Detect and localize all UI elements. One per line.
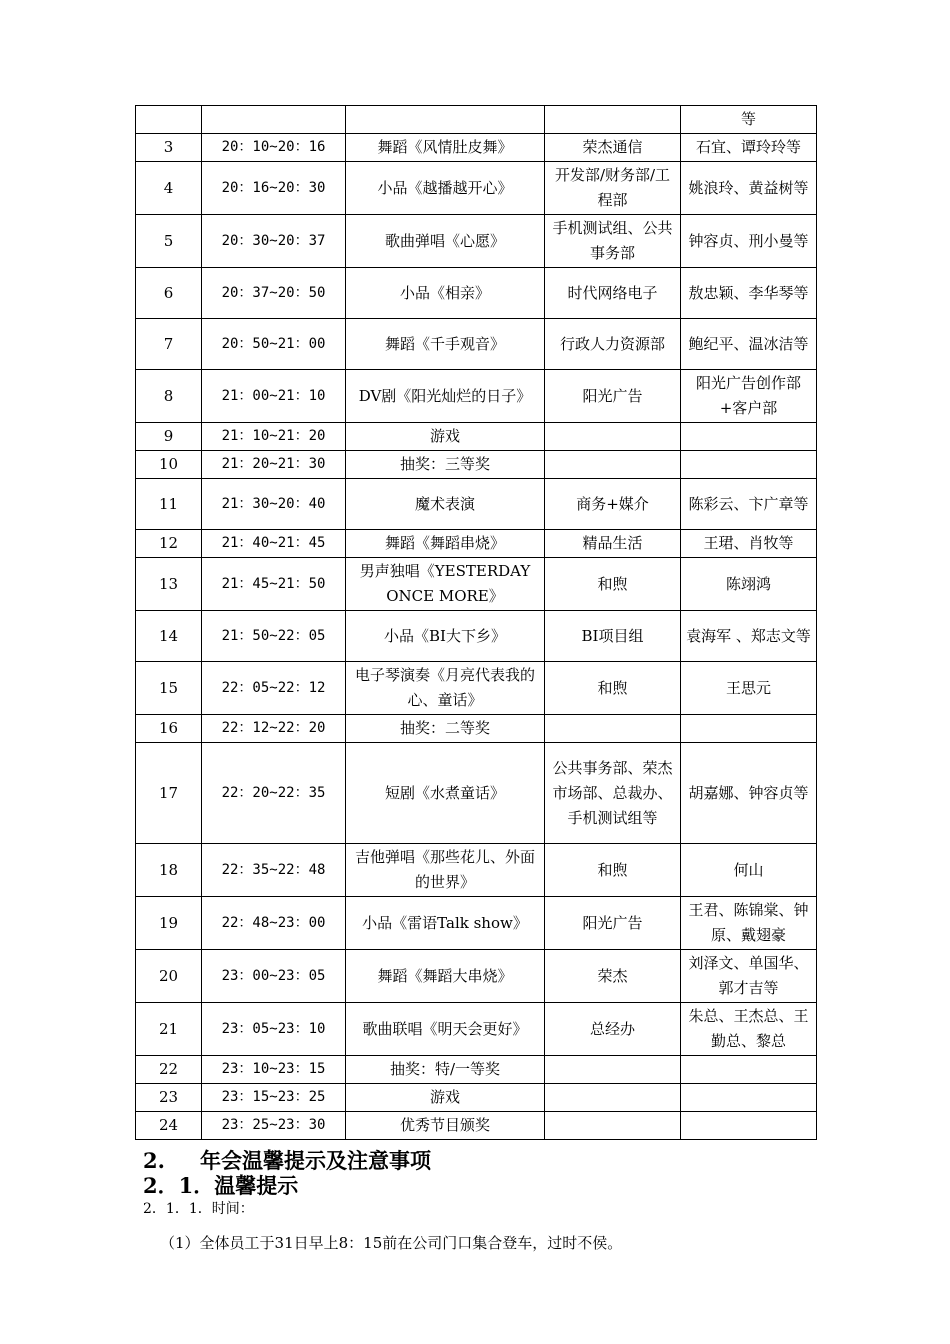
table-row [136, 897, 817, 950]
cell-performers: 王思元 [681, 662, 817, 715]
table-row [136, 423, 817, 451]
cell-program: 小品《雷语Talk show》 [346, 897, 545, 950]
table-row [136, 558, 817, 611]
cell-no: 24 [136, 1112, 202, 1140]
cell-time: 22：05~22：12 [202, 662, 346, 715]
cell-performers: 朱总、王杰总、王勤总、黎总 [681, 1003, 817, 1056]
cell-program: 魔术表演 [346, 479, 545, 530]
cell-program: 小品《相亲》 [346, 268, 545, 319]
cell-no: 23 [136, 1084, 202, 1112]
cell-program: 舞蹈《舞蹈大串烧》 [346, 950, 545, 1003]
cell-program: 男声独唱《YESTERDAY ONCE MORE》 [346, 558, 545, 611]
table-row [136, 662, 817, 715]
cell-time: 22：20~22：35 [202, 743, 346, 844]
cell-department: BI项目组 [545, 611, 681, 662]
cell-time: 22：35~22：48 [202, 844, 346, 897]
cell-performers: 胡嘉娜、钟容贞等 [681, 743, 817, 844]
cell-no: 15 [136, 662, 202, 715]
cell-performers: 何山 [681, 844, 817, 897]
cell-performers: 王珺、肖牧等 [681, 530, 817, 558]
cell-performers: 袁海军 、郑志文等 [681, 611, 817, 662]
cell-program: 舞蹈《舞蹈串烧》 [346, 530, 545, 558]
table-row [136, 215, 817, 268]
cell-program: 小品《越播越开心》 [346, 162, 545, 215]
cell-no: 22 [136, 1056, 202, 1084]
cell-program: 舞蹈《风情肚皮舞》 [346, 134, 545, 162]
cell-program: 歌曲联唱《明天会更好》 [346, 1003, 545, 1056]
cell-program: DV剧《阳光灿烂的日子》 [346, 370, 545, 423]
cell-no: 7 [136, 319, 202, 370]
cell-department: 行政人力资源部 [545, 319, 681, 370]
cell-program: 游戏 [346, 423, 545, 451]
program-table-body [136, 106, 817, 1140]
cell-time: 23：10~23：15 [202, 1056, 346, 1084]
cell-program: 抽奖：特/一等奖 [346, 1056, 545, 1084]
cell-time: 21：40~21：45 [202, 530, 346, 558]
cell-performers [681, 1056, 817, 1084]
cell-performers [681, 1084, 817, 1112]
cell-no: 12 [136, 530, 202, 558]
cell-performers: 刘泽文、单国华、郭才吉等 [681, 950, 817, 1003]
table-row [136, 479, 817, 530]
cell-no: 5 [136, 215, 202, 268]
cell-time: 21：50~22：05 [202, 611, 346, 662]
cell-time: 23：25~23：30 [202, 1112, 346, 1140]
table-row [136, 1056, 817, 1084]
cell-time: 23：15~23：25 [202, 1084, 346, 1112]
cell-performers: 阳光广告创作部+客户部 [681, 370, 817, 423]
cell-time: 21：10~21：20 [202, 423, 346, 451]
cell-performers [681, 423, 817, 451]
cell-program: 优秀节目颁奖 [346, 1112, 545, 1140]
table-row [136, 1112, 817, 1140]
cell-department: 阳光广告 [545, 370, 681, 423]
cell-time: 20：37~20：50 [202, 268, 346, 319]
table-row [136, 162, 817, 215]
cell-performers: 陈翊鸿 [681, 558, 817, 611]
table-row [136, 134, 817, 162]
cell-time: 22：12~22：20 [202, 715, 346, 743]
cell-department: 荣杰 [545, 950, 681, 1003]
cell-department: 时代网络电子 [545, 268, 681, 319]
cell-program: 歌曲弹唱《心愿》 [346, 215, 545, 268]
section-2-title: 年会温馨提示及注意事项 [200, 1148, 431, 1173]
cell-performers: 钟容贞、刑小曼等 [681, 215, 817, 268]
cell-no: 13 [136, 558, 202, 611]
cell-time: 20：10~20：16 [202, 134, 346, 162]
cell-no: 4 [136, 162, 202, 215]
cell-time: 20：16~20：30 [202, 162, 346, 215]
cell-department: 总经办 [545, 1003, 681, 1056]
cell-no: 18 [136, 844, 202, 897]
cell-no: 11 [136, 479, 202, 530]
cell-no: 14 [136, 611, 202, 662]
cell-program: 短剧《水煮童话》 [346, 743, 545, 844]
cell-performers: 鲍纪平、温冰洁等 [681, 319, 817, 370]
table-row [136, 530, 817, 558]
table-row [136, 743, 817, 844]
cell-no: 16 [136, 715, 202, 743]
cell-time: 20：50~21：00 [202, 319, 346, 370]
cell-no: 17 [136, 743, 202, 844]
cell-time: 22：48~23：00 [202, 897, 346, 950]
cell-department [545, 1084, 681, 1112]
table-row [136, 611, 817, 662]
table-row [136, 844, 817, 897]
cell-department [545, 1056, 681, 1084]
cell-performers: 等 [681, 106, 817, 134]
cell-program: 抽奖：二等奖 [346, 715, 545, 743]
section-2-number: 2. [143, 1148, 165, 1173]
cell-program [346, 106, 545, 134]
cell-department: 公共事务部、荣杰市场部、总裁办、手机测试组等 [545, 743, 681, 844]
cell-time: 21：00~21：10 [202, 370, 346, 423]
cell-no: 9 [136, 423, 202, 451]
table-row [136, 370, 817, 423]
cell-no: 8 [136, 370, 202, 423]
cell-department [545, 451, 681, 479]
section-2-1-1-heading: 2．1．1．时间： [143, 1201, 254, 1217]
cell-performers: 石宜、谭玲玲等 [681, 134, 817, 162]
cell-department: 和煦 [545, 844, 681, 897]
cell-department: 精品生活 [545, 530, 681, 558]
cell-department: 和煦 [545, 662, 681, 715]
assembly-time-paragraph: （1）全体员工于31日早上8：15前在公司门口集合登车，过时不侯。 [160, 1234, 623, 1252]
cell-program: 吉他弹唱《那些花儿、外面的世界》 [346, 844, 545, 897]
cell-department: 荣杰通信 [545, 134, 681, 162]
cell-department [545, 1112, 681, 1140]
cell-performers: 陈彩云、卞广章等 [681, 479, 817, 530]
cell-time: 23：05~23：10 [202, 1003, 346, 1056]
table-row [136, 268, 817, 319]
cell-time: 21：45~21：50 [202, 558, 346, 611]
table-row [136, 106, 817, 134]
cell-no: 19 [136, 897, 202, 950]
cell-time: 23：00~23：05 [202, 950, 346, 1003]
cell-time: 20：30~20：37 [202, 215, 346, 268]
cell-department: 手机测试组、公共事务部 [545, 215, 681, 268]
cell-time: 21：20~21：30 [202, 451, 346, 479]
cell-no: 20 [136, 950, 202, 1003]
program-schedule-table [135, 105, 817, 1140]
cell-program: 游戏 [346, 1084, 545, 1112]
cell-performers: 敖忠颖、李华琴等 [681, 268, 817, 319]
table-row [136, 319, 817, 370]
cell-department [545, 423, 681, 451]
cell-time [202, 106, 346, 134]
cell-performers [681, 715, 817, 743]
cell-time: 21：30~20：40 [202, 479, 346, 530]
cell-performers: 王君、陈锦棠、钟原、戴翅豪 [681, 897, 817, 950]
section-2-1-heading: 2．1．温馨提示 [143, 1173, 299, 1198]
cell-department: 开发部/财务部/工程部 [545, 162, 681, 215]
table-row [136, 451, 817, 479]
table-row [136, 950, 817, 1003]
cell-department: 阳光广告 [545, 897, 681, 950]
cell-no: 6 [136, 268, 202, 319]
cell-department [545, 715, 681, 743]
cell-performers [681, 451, 817, 479]
cell-department [545, 106, 681, 134]
cell-no: 21 [136, 1003, 202, 1056]
cell-no: 3 [136, 134, 202, 162]
cell-department: 和煦 [545, 558, 681, 611]
cell-department: 商务+媒介 [545, 479, 681, 530]
table-row [136, 1084, 817, 1112]
cell-program: 电子琴演奏《月亮代表我的心、童话》 [346, 662, 545, 715]
cell-program: 抽奖：三等奖 [346, 451, 545, 479]
cell-no: 10 [136, 451, 202, 479]
table-row [136, 715, 817, 743]
cell-performers: 姚浪玲、黄益树等 [681, 162, 817, 215]
cell-performers [681, 1112, 817, 1140]
cell-program: 小品《BI大下乡》 [346, 611, 545, 662]
cell-program: 舞蹈《千手观音》 [346, 319, 545, 370]
table-row [136, 1003, 817, 1056]
cell-no [136, 106, 202, 134]
